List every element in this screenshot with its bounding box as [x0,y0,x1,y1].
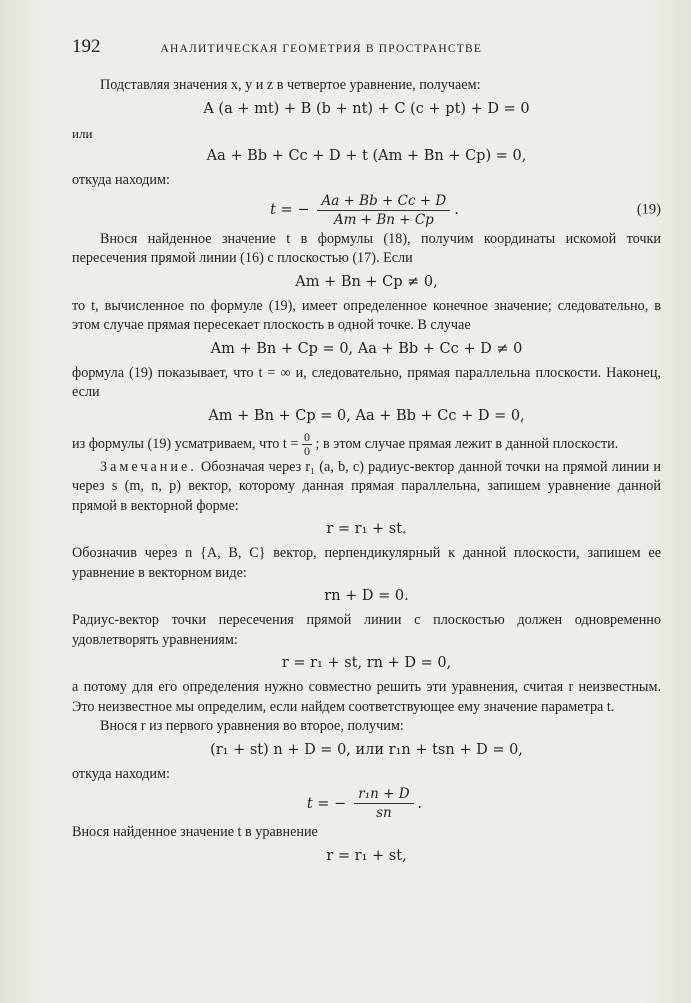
formula-line-9: r = r₁ + st, rn + D = 0, [281,655,452,671]
formula-line-7: r = r₁ + st. [326,521,407,537]
paragraph-8: Обозначив через n {A, B, C} вектор, перпендикулярный к данной плоскости, запишем ее уравнение в векторном виде: [72,545,661,581]
formula-19 [72,193,661,228]
paragraph-6 [72,431,661,458]
remark-label: Замечание. [100,458,197,475]
paragraph-11: Внося r из первого уравнения во второе, получим: [100,718,404,734]
zero-denominator: 0 [303,443,310,458]
paragraph-remark [72,458,661,517]
equation-number-19: (19) [636,201,661,218]
formula-line-5: Am + Bn + Cp = 0, Aa + Bb + Cc + D ≠ 0 [210,340,523,357]
paragraph-2: откуда находим: [72,172,170,188]
paragraph-4: то t, вычисленное по формуле (19), имеет определенное конечное значение; следовательно, в этом случае прямая пересекает плоскость в одной точке. В случае [72,297,661,333]
word-or: или [72,125,93,141]
formula-line-2: Aa + Bb + Cc + D + t (Am + Bn + Cp) = 0, [206,148,527,164]
running-head: АНАЛИТИЧЕСКАЯ ГЕОМЕТРИЯ В ПРОСТРАНСТВЕ [160,43,483,55]
formula-line-6: Am + Bn + Cp = 0, Aa + Bb + Cc + D = 0, [208,407,525,424]
zero-over-zero [302,431,312,458]
formula-line-10: (r₁ + st) n + D = 0, или r₁n + tsn + D = 0, [210,741,523,758]
formula-t-denominator: sn [376,805,392,821]
formula-19-numerator: Aa + Bb + Cc + D [317,193,450,211]
paragraph-1: Подставляя значения x, y и z в четвертое уравнение, получаем: [100,77,481,93]
paragraph-10: а потому для его определения нужно совместно решить эти уравнения, считая r неизвестным. Это неизвестное мы определим, если найдем соответствующее ему значение параметра t. [72,679,661,715]
formula-19-lhs: t = − [270,202,310,218]
formula-19-end: . [454,202,459,218]
formula-t-vector [72,786,661,821]
paragraph-5: формула (19) показывает, что t = ∞ и, следовательно, прямая параллельна плоскости. Наконец, если [72,364,661,400]
paragraph-9: Радиус-вектор точки пересечения прямой линии с плоскостью должен одновременно удовлетворять уравнениям: [72,612,661,648]
formula-t-fraction [354,786,413,821]
formula-t-numerator: r₁n + D [354,786,413,804]
formula-t-end: . [417,795,423,812]
paragraph-6-start: из формулы (19) усматриваем, что t = [72,435,299,452]
page-header [72,36,661,66]
formula-line-12: r = r₁ + st, [326,847,407,864]
formula-19-denominator: Am + Bn + Cp [333,211,434,228]
formula-line-1: A (a + mt) + B (b + nt) + C (c + pt) + D = 0 [203,100,530,117]
formula-line-4: Am + Bn + Cp ≠ 0, [295,273,438,290]
remark-text: Обозначая через r₁ (a, b, c) радиус-вектор данной точки на прямой линии и через s (m, n, p) вектор, которому данная прямая параллельна, запишем уравнение данной прямой в векторной форме: [72,458,662,514]
formula-19-fraction [317,193,450,228]
zero-numerator: 0 [303,429,310,444]
formula-t-lhs: t = − [306,795,347,812]
page-number: 192 [72,36,101,57]
formula-line-8: rn + D = 0. [324,588,409,604]
paragraph-12: откуда находим: [72,765,170,782]
paragraph-13: Внося найденное значение t в уравнение [72,824,318,840]
paragraph-6-end: ; в этом случае прямая лежит в данной плоскости. [315,435,619,452]
paragraph-3: Внося найденное значение t в формулы (18), получим координаты искомой точки пересечения прямой линии (16) с плоскостью (17). Если [72,230,661,266]
